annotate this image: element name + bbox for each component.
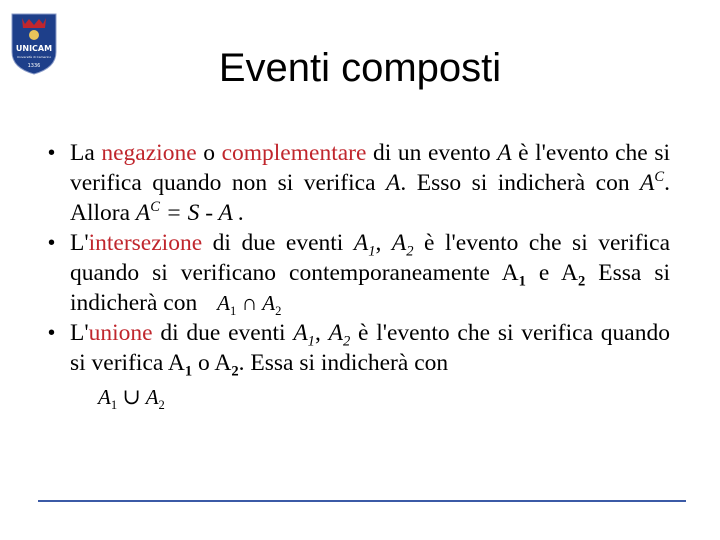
text: o [192, 350, 215, 376]
text: Essa si indicherà con [70, 260, 670, 316]
var-a: A [167, 350, 185, 376]
text: , [375, 230, 392, 256]
bullet-negation [48, 138, 670, 228]
var-a: A [497, 140, 512, 166]
text: di un evento [366, 140, 498, 166]
var-a: A [640, 170, 655, 196]
subscript: 2 [406, 243, 414, 260]
event-a1-upright [167, 350, 193, 380]
footer-divider [38, 500, 686, 502]
logo-subtitle: Università di Camerino [16, 55, 52, 59]
subscript: 1 [518, 273, 526, 290]
text: . Essa si indicherà con [238, 350, 449, 376]
event-a1-upright [501, 260, 526, 290]
var-a: A [214, 350, 232, 376]
superscript-c: C [654, 169, 665, 186]
subscript: 2 [578, 273, 586, 290]
var-a: A [501, 260, 519, 286]
text: L' [70, 320, 89, 346]
var-a: A [561, 260, 579, 286]
complement-symbol [640, 170, 664, 196]
subscript: 1 [229, 304, 237, 319]
text: è l'evento che si verifica quando non si verifica [70, 140, 671, 196]
text: di due eventi [152, 320, 294, 346]
unicam-logo [8, 8, 60, 76]
logo-year: 1336 [27, 63, 41, 69]
subscript: 2 [158, 398, 165, 413]
logo-name: UNICAM [15, 44, 53, 53]
text: e [525, 260, 562, 286]
var-a: A [293, 320, 308, 346]
event-a2 [328, 320, 351, 350]
intersection-symbol: ∩ [241, 290, 258, 315]
subscript: 2 [231, 363, 239, 380]
var-a: A [98, 385, 111, 409]
complement-equation [136, 200, 244, 226]
slide-title: Eventi composti [218, 46, 502, 90]
var-a: A [353, 230, 369, 256]
superscript-c: C [150, 199, 160, 216]
subscript: 1 [307, 333, 315, 350]
event-a2-upright [214, 350, 239, 380]
var-a: A [135, 200, 151, 226]
subscript: 2 [275, 304, 282, 319]
union-formula [70, 382, 670, 412]
event-a1 [293, 320, 315, 350]
var-a: A [391, 230, 407, 256]
union-symbol: ∪ [122, 384, 141, 409]
term-complementare: complementare [221, 140, 367, 166]
text: . Allora [70, 170, 670, 226]
event-a1 [353, 230, 376, 260]
slide-body [48, 138, 670, 412]
text: La [70, 140, 102, 166]
event-a2 [391, 230, 414, 260]
equation-rest: = S - A . [160, 200, 245, 226]
var-a: A [145, 385, 159, 409]
term-negazione: negazione [101, 140, 197, 166]
text: L' [70, 230, 89, 256]
subscript: 1 [110, 398, 118, 413]
text: . Esso si indicherà con [400, 170, 641, 196]
var-a: A [217, 291, 230, 315]
bullet-intersection [48, 228, 670, 318]
term-unione: unione [88, 320, 153, 346]
bullet-union [48, 318, 670, 412]
text: è l'evento che si verifica quando si verificano contemporaneamente [70, 230, 671, 286]
subscript: 2 [342, 333, 351, 350]
text: di due eventi [202, 230, 354, 256]
var-a: A [328, 320, 343, 346]
event-a2-upright [561, 260, 586, 290]
term-intersezione: intersezione [88, 230, 203, 256]
var-a: A [386, 170, 401, 196]
text: o [196, 140, 222, 166]
subscript: 1 [368, 243, 376, 260]
subscript: 1 [184, 363, 193, 380]
text: è l'evento che si verifica quando si verifica [70, 320, 670, 376]
intersection-formula [217, 290, 282, 319]
text: , [314, 320, 329, 346]
var-a: A [262, 291, 276, 315]
